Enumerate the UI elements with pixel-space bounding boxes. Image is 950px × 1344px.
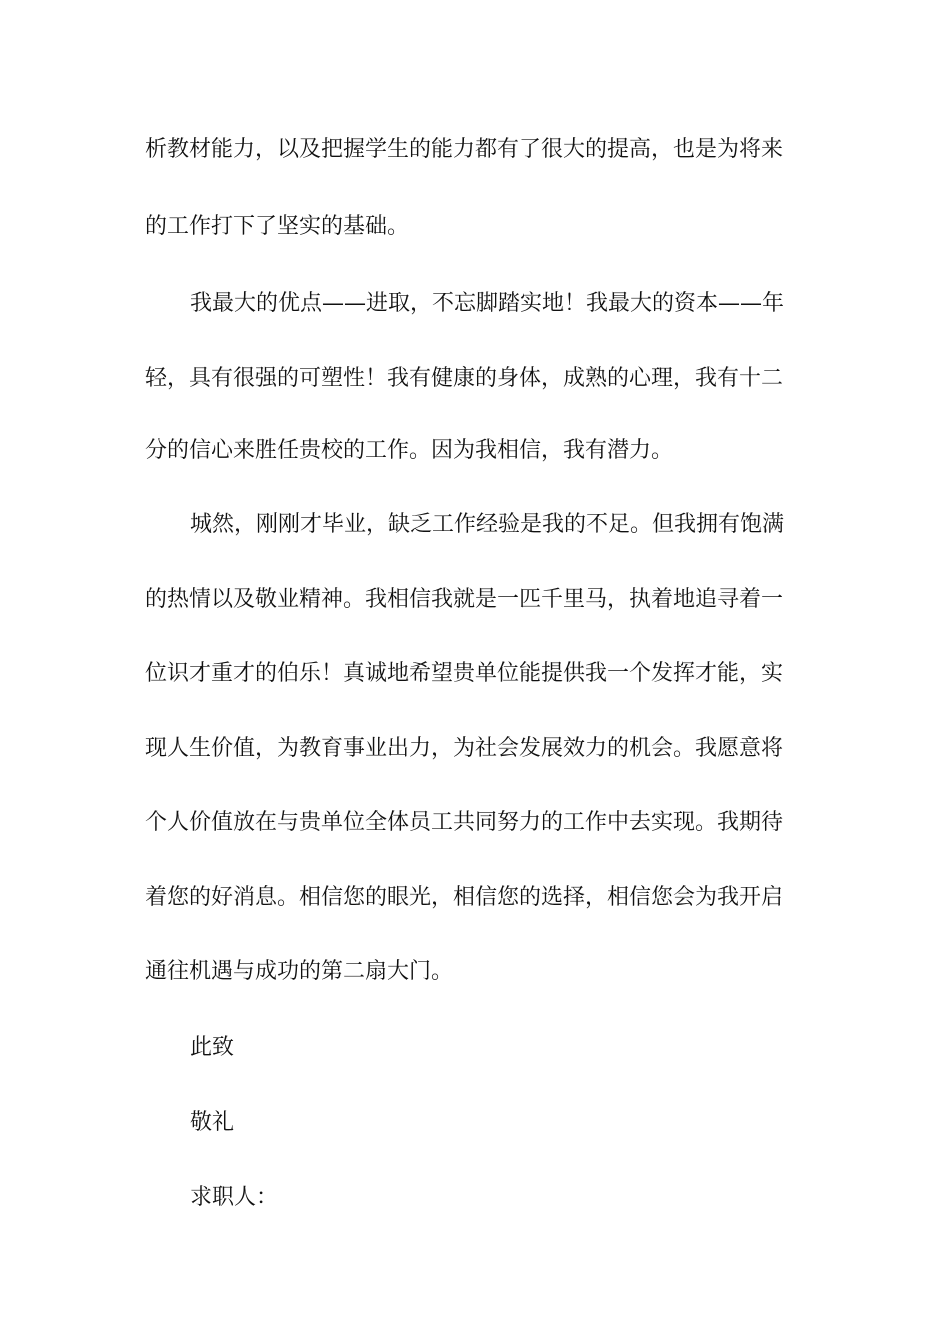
paragraph-line: 位识才重才的伯乐！真诚地希望贵单位能提供我一个发挥才能，实 <box>145 661 784 686</box>
paragraph-line: 个人价值放在与贵单位全体员工共同努力的工作中去实现。我期待 <box>145 810 784 835</box>
paragraph-line: 着您的好消息。相信您的眼光，相信您的选择，相信您会为我开启 <box>145 885 784 910</box>
closing-salutation: 此致 <box>190 1035 235 1060</box>
paragraph-line: 通往机遇与成功的第二扇大门。 <box>145 959 454 984</box>
paragraph-line: 城然，刚刚才毕业，缺乏工作经验是我的不足。但我拥有饱满 <box>190 512 785 537</box>
signature-label: 求职人： <box>190 1185 279 1210</box>
paragraph-line: 现人生价值，为教育事业出力，为社会发展效力的机会。我愿意将 <box>145 736 784 761</box>
paragraph-line: 分的信心来胜任贵校的工作。因为我相信，我有潜力。 <box>145 438 674 463</box>
paragraph-line: 析教材能力，以及把握学生的能力都有了很大的提高，也是为将来 <box>145 137 784 162</box>
paragraph-line: 我最大的优点——进取，不忘脚踏实地！我最大的资本——年 <box>190 291 785 316</box>
paragraph-line: 的工作打下了坚实的基础。 <box>145 214 410 239</box>
paragraph-line: 的热情以及敬业精神。我相信我就是一匹千里马，执着地追寻着一 <box>145 587 784 612</box>
closing-regards: 敬礼 <box>190 1110 235 1135</box>
paragraph-line: 轻，具有很强的可塑性！我有健康的身体，成熟的心理，我有十二 <box>145 366 784 391</box>
